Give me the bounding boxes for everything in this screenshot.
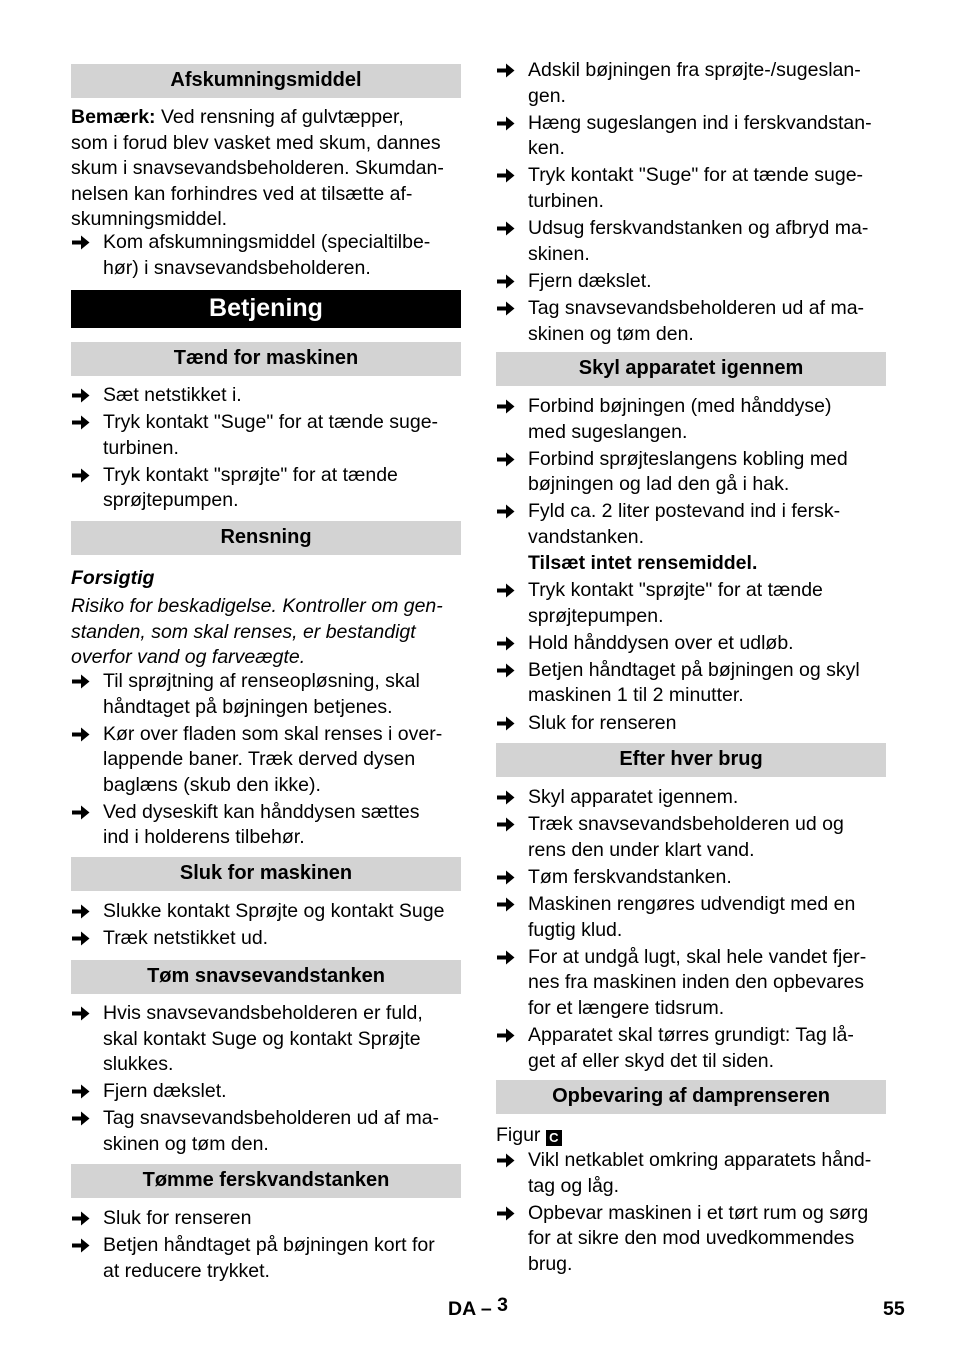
arrow-icon <box>497 716 515 731</box>
arrow-icon <box>72 805 90 820</box>
bold-note: Tilsæt intet rensemiddel. <box>528 552 758 574</box>
arrow-icon <box>497 870 515 885</box>
note-paragraph: Bemærk: Ved rensning af gulvtæpper, som i forud blev vasket med skum, dannes skum i snavsevandsbeholderen. Skumdan- nelsen kan forhindres ved at tilsætte af- skumningsmiddel. <box>71 106 444 230</box>
arrow-icon <box>497 168 515 183</box>
arrow-icon <box>497 897 515 912</box>
footer-lang-label: DA <box>448 1298 476 1320</box>
list-item-text: Vikl netkablet omkring apparatets hånd- <box>528 1149 872 1171</box>
list-item-text: Hæng sugeslangen ind i ferskvandstan- <box>528 111 872 134</box>
list-item-text: håndtaget på bøjningen betjenes. <box>103 695 393 718</box>
arrow-icon <box>72 1006 90 1021</box>
arrow-icon <box>497 817 515 832</box>
list-item <box>71 1079 461 1105</box>
list-item-text: Træk snavsevandsbeholderen ud og <box>528 813 844 836</box>
arrow-icon <box>72 904 90 919</box>
list-item <box>496 216 886 267</box>
section-heading-afskumningsmiddel: Afskumningsmiddel <box>71 64 461 98</box>
figure-label: Figur <box>496 1124 546 1146</box>
list-item <box>496 111 886 162</box>
list-item-text: Skyl apparatet igennem. <box>528 786 739 808</box>
list-item-text: Slukke kontakt Sprøjte og kontakt Suge <box>103 900 445 922</box>
list-item-text: Sæt netstikket i. <box>103 384 242 406</box>
list-item-text: sprøjtepumpen. <box>528 604 664 627</box>
arrow-icon <box>497 504 515 519</box>
section-heading-efter: Efter hver brug <box>496 743 886 777</box>
list-item-text: Sluk for renseren <box>528 711 677 734</box>
list-item-text: Maskinen rengøres udvendigt med en <box>528 893 856 916</box>
list-item-text: ken. <box>528 137 565 160</box>
arrow-icon <box>497 790 515 805</box>
list-item-text: Træk netstikket ud. <box>103 927 269 950</box>
arrow-icon <box>497 63 515 78</box>
list-item-text: Tryk kontakt "Suge" for at tænde suge- <box>528 164 864 187</box>
list-item <box>496 658 886 709</box>
section-heading-sluk: Sluk for maskinen <box>71 857 461 891</box>
list-item <box>71 463 461 514</box>
list-item-text: Fjern dækslet. <box>103 1080 227 1103</box>
list-item-text: ind i holderens tilbehør. <box>103 826 305 849</box>
list-item-text: Forbind sprøjteslangens kobling med <box>528 447 848 470</box>
list-item <box>496 447 886 498</box>
arrow-icon <box>497 452 515 467</box>
arrow-icon <box>72 235 90 250</box>
list-item-text: skinen. <box>528 242 590 265</box>
list-item-text: get af eller skyd det til siden. <box>528 1049 775 1072</box>
arrow-icon <box>497 274 515 289</box>
arrow-icon <box>497 663 515 678</box>
list-item <box>496 1023 886 1074</box>
note-label: Bemærk: <box>71 106 156 128</box>
list-item <box>71 800 461 851</box>
list-item-text: skinen og tøm den. <box>103 1132 269 1155</box>
list-item-text: nes fra maskinen inden den opbevares <box>528 971 865 994</box>
list-item <box>496 785 886 811</box>
arrow-icon <box>497 301 515 316</box>
list-item-text: Fyld ca. 2 liter postevand ind i fersk- <box>528 500 841 523</box>
arrow-icon <box>497 221 515 236</box>
list-item-text: sprøjtepumpen. <box>103 489 239 512</box>
list-item <box>496 892 886 943</box>
arrow-icon <box>72 727 90 742</box>
arrow-icon <box>497 950 515 965</box>
list-item-text: Ved dyseskift kan hånddysen sættes <box>103 800 420 823</box>
footer-section: 3 <box>497 1294 509 1316</box>
list-item-text: skinen og tøm den. <box>528 322 694 345</box>
list-item <box>496 578 886 629</box>
list-item <box>496 163 886 214</box>
figure-c-icon: C <box>546 1130 562 1146</box>
section-heading-taend: Tænd for maskinen <box>71 342 461 376</box>
list-item-text: Betjen håndtaget på bøjningen og skyl <box>528 658 860 681</box>
list-item <box>71 669 461 720</box>
list-item-text: Opbevar maskinen i et tørt rum og sørg <box>528 1201 869 1224</box>
arrow-icon <box>72 931 90 946</box>
arrow-icon <box>497 1153 515 1168</box>
list-item <box>71 1001 461 1078</box>
list-item-text: Tryk kontakt "sprøjte" for at tænde <box>528 579 823 601</box>
list-item <box>496 865 886 891</box>
list-item <box>496 945 886 1022</box>
list-item-text: gen. <box>528 84 566 107</box>
caution-title: Forsigtig <box>71 567 155 589</box>
list-item <box>496 296 886 347</box>
list-item-text: Kom afskumningsmiddel (specialtilbe- <box>103 231 431 253</box>
list-item <box>71 899 461 925</box>
list-item-text: hør) i snavsevandsbeholderen. <box>103 256 371 279</box>
list-item-text: Kør over fladen som skal renses i over- <box>103 722 443 745</box>
arrow-icon <box>497 1028 515 1043</box>
section-heading-tomme: Tømme ferskvandstanken <box>71 1164 461 1198</box>
list-item <box>71 1233 461 1284</box>
arrow-icon <box>72 468 90 483</box>
list-item <box>496 58 886 109</box>
arrow-icon <box>497 116 515 131</box>
arrow-icon <box>497 583 515 598</box>
arrow-icon <box>497 636 515 651</box>
list-item-text: Tag snavsevandsbeholderen ud af ma- <box>528 297 865 319</box>
list-item-text: rens den under klart vand. <box>528 838 755 861</box>
list-item-text: Forbind bøjningen (med hånddyse) <box>528 395 832 417</box>
list-item-text: tag og låg. <box>528 1174 620 1197</box>
section-heading-rensning: Rensning <box>71 521 461 555</box>
list-item-text: med sugeslangen. <box>528 420 688 443</box>
list-item-text: baglæns (skub den ikke). <box>103 773 321 796</box>
list-item <box>496 1148 886 1199</box>
list-item-text: at reducere trykket. <box>103 1259 270 1282</box>
list-item-text: for et længere tidsrum. <box>528 996 725 1019</box>
arrow-icon <box>497 1206 515 1221</box>
chapter-title: Betjening <box>71 290 461 328</box>
list-item <box>71 230 461 281</box>
list-item <box>496 269 886 295</box>
arrow-icon <box>72 1084 90 1099</box>
list-item <box>71 1106 461 1157</box>
list-item-text: Adskil bøjningen fra sprøjte-/sugeslan- <box>528 59 861 81</box>
caution-text: Risiko for beskadigelse. Kontroller om gen- standen, som skal renses, er bestandigt overfor vand og farveægte. <box>71 595 443 668</box>
list-item <box>496 394 886 445</box>
list-item-text: Sluk for renseren <box>103 1207 252 1229</box>
list-item-text: Apparatet skal tørres grundigt: Tag lå- <box>528 1024 854 1046</box>
list-item-text: brug. <box>528 1252 573 1275</box>
list-item-text: Tag snavsevandsbeholderen ud af ma- <box>103 1107 440 1130</box>
list-item <box>71 1206 461 1232</box>
list-item-text: fugtig klud. <box>528 918 623 941</box>
list-item <box>71 383 461 409</box>
list-item-text: turbinen. <box>103 436 179 459</box>
arrow-icon <box>72 415 90 430</box>
section-heading-skyl: Skyl apparatet igennem <box>496 352 886 386</box>
list-item <box>496 711 886 737</box>
list-item-text: turbinen. <box>528 189 604 212</box>
list-item-text: Hvis snavsevandsbeholderen er fuld, <box>103 1002 423 1024</box>
list-item <box>496 812 886 863</box>
list-item-text: Fjern dækslet. <box>528 269 652 292</box>
section-heading-opbevaring: Opbevaring af damprenseren <box>496 1080 886 1114</box>
arrow-icon <box>497 399 515 414</box>
list-item <box>71 722 461 799</box>
list-item <box>496 631 886 657</box>
list-item-text: vandstanken. <box>528 525 645 548</box>
footer-dash: – <box>480 1298 492 1320</box>
list-item-text: Betjen håndtaget på bøjningen kort for <box>103 1234 435 1257</box>
list-item-text: slukkes. <box>103 1053 174 1075</box>
section-heading-tom: Tøm snavsevandstanken <box>71 960 461 994</box>
list-item-text: maskinen 1 til 2 minutter. <box>528 684 744 707</box>
arrow-icon <box>72 674 90 689</box>
list-item-text: skal kontakt Suge og kontakt Sprøjte <box>103 1027 421 1050</box>
figure-reference <box>496 1123 886 1149</box>
footer-lang <box>448 1294 509 1323</box>
list-item-text: Tryk kontakt "sprøjte" for at tænde <box>103 463 398 486</box>
list-item <box>496 1201 886 1278</box>
arrow-icon <box>72 1111 90 1126</box>
list-item-text: lappende baner. Træk derved dysen <box>103 748 416 771</box>
list-item-text: Udsug ferskvandstanken og afbryd ma- <box>528 217 869 240</box>
list-item-text: Til sprøjtning af renseopløsning, skal <box>103 670 420 692</box>
arrow-icon <box>72 388 90 403</box>
list-item-text: For at undgå lugt, skal hele vandet fjer- <box>528 945 867 968</box>
arrow-icon <box>72 1238 90 1253</box>
list-item-text: Hold hånddysen over et udløb. <box>528 631 794 654</box>
list-item-text: Tøm ferskvandstanken. <box>528 865 732 888</box>
page-number: 55 <box>883 1298 905 1320</box>
list-item-text: for at sikre den mod uvedkommendes <box>528 1227 855 1250</box>
list-item <box>71 926 461 952</box>
list-item <box>496 499 886 550</box>
list-item <box>71 410 461 461</box>
list-item-text: Tryk kontakt "Suge" for at tænde suge- <box>103 411 439 434</box>
list-item-text: bøjningen og lad den gå i hak. <box>528 473 790 496</box>
arrow-icon <box>72 1211 90 1226</box>
